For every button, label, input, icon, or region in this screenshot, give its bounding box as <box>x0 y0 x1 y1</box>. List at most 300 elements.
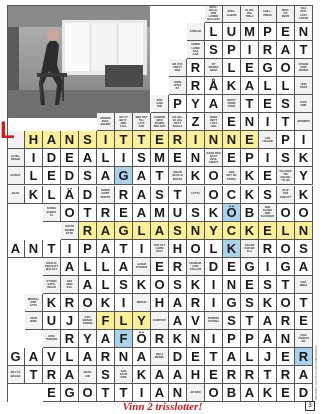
letter-cell[interactable]: N <box>295 23 313 41</box>
clue-cell: KANS DEN BÄST INTE SÄNGT <box>205 149 223 167</box>
letter-cell[interactable]: K <box>133 366 151 384</box>
letter-cell[interactable]: O <box>205 167 223 185</box>
clue-cell: SKÄ UPP- LÖST LÅDOR <box>295 5 313 23</box>
letter-cell[interactable]: L <box>25 167 43 185</box>
clue-cell: KLIP TAR ÄRDLITT <box>277 186 295 204</box>
letter-cell[interactable]: S <box>259 186 277 204</box>
letter-cell[interactable]: E <box>43 167 61 185</box>
letter-cell[interactable]: E <box>223 113 241 131</box>
letter-cell[interactable]: S <box>241 294 259 312</box>
letter-cell[interactable]: G <box>7 348 25 366</box>
letter-cell[interactable]: T <box>97 384 115 402</box>
clue-cell: KAN BRÄNA VÄRMA <box>79 312 97 330</box>
letter-cell[interactable]: E <box>277 384 295 402</box>
letter-cell[interactable]: A <box>97 240 115 258</box>
letter-cell[interactable]: S <box>259 276 277 294</box>
letter-cell[interactable]: R <box>187 77 205 95</box>
letter-cell[interactable]: S <box>169 222 187 240</box>
letter-cell[interactable]: G <box>115 222 133 240</box>
letter-cell[interactable]: D <box>43 149 61 167</box>
letter-cell[interactable]: O <box>61 204 79 222</box>
clue-cell: VÄGAR FÅR EN FLA <box>241 240 259 258</box>
letter-cell[interactable]: N <box>25 240 43 258</box>
clue-cell: HOLL- PREIS <box>259 5 277 23</box>
letter-cell[interactable]: T <box>241 312 259 330</box>
clue-cell: SKINNER <box>295 113 313 131</box>
letter-cell[interactable]: S <box>115 276 133 294</box>
letter-cell[interactable]: R <box>151 330 169 348</box>
letter-cell[interactable]: L <box>79 258 97 276</box>
letter-cell[interactable]: O <box>277 240 295 258</box>
letter-cell[interactable]: S <box>223 312 241 330</box>
letter-cell[interactable]: I <box>115 294 133 312</box>
letter-cell[interactable]: T <box>25 366 43 384</box>
letter-cell[interactable]: I <box>259 149 277 167</box>
man-on-stool-photo <box>7 5 150 118</box>
letter-cell[interactable]: A <box>133 348 151 366</box>
letter-cell[interactable]: S <box>277 149 295 167</box>
letter-cell[interactable]: D <box>295 384 313 402</box>
clue-cell: BINDE KORT SORTIT <box>97 186 115 204</box>
letter-cell[interactable]: P <box>169 95 187 113</box>
letter-cell[interactable]: E <box>205 366 223 384</box>
letter-cell[interactable]: A <box>133 186 151 204</box>
letter-cell[interactable]: I <box>205 330 223 348</box>
letter-cell[interactable]: A <box>43 131 61 149</box>
clue-cell: FORPOST <box>151 312 169 330</box>
clue-cell: ER TVÅ BÄGGE <box>7 366 25 384</box>
letter-cell[interactable]: O <box>277 204 295 222</box>
letter-cell[interactable]: E <box>223 149 241 167</box>
letter-cell[interactable]: L <box>133 222 151 240</box>
letter-cell[interactable]: L <box>241 348 259 366</box>
clue-cell: FÄRGAD <box>187 23 205 41</box>
letter-cell[interactable]: B <box>241 204 259 222</box>
letter-cell[interactable]: F <box>115 330 133 348</box>
letter-cell[interactable]: T <box>241 95 259 113</box>
letter-cell[interactable]: R <box>277 312 295 330</box>
letter-cell[interactable]: L <box>223 59 241 77</box>
letter-cell[interactable]: Y <box>205 222 223 240</box>
letter-cell[interactable]: B <box>223 384 241 402</box>
letter-cell[interactable]: L <box>97 258 115 276</box>
credit-text: KRYSSET SÄTTS AV KRYSSMAKARNA <box>314 345 318 400</box>
letter-cell[interactable]: T <box>151 167 169 185</box>
clue-cell: SAN KAUS VIDE <box>115 366 133 384</box>
clue-cell: GRÅ BERA <box>295 276 313 294</box>
letter-cell[interactable]: O <box>277 294 295 312</box>
clue-cell: MÄRKNA GAR FÅGLAR <box>187 258 205 276</box>
letter-cell[interactable]: A <box>133 204 151 222</box>
letter-cell[interactable]: S <box>133 149 151 167</box>
letter-cell[interactable]: T <box>295 294 313 312</box>
letter-cell[interactable]: A <box>169 294 187 312</box>
letter-cell[interactable]: T <box>169 186 187 204</box>
letter-cell[interactable]: E <box>151 131 169 149</box>
letter-cell[interactable]: L <box>43 186 61 204</box>
letter-cell[interactable]: P <box>241 149 259 167</box>
letter-cell[interactable]: L <box>115 312 133 330</box>
puzzle-photo <box>7 5 150 118</box>
clue-cell: ADMIR LENIN SAX GAR <box>187 41 205 59</box>
letter-cell[interactable]: Ö <box>223 204 241 222</box>
letter-cell[interactable]: I <box>205 294 223 312</box>
letter-cell[interactable]: S <box>79 167 97 185</box>
red-corner-letter-l: L <box>0 117 15 144</box>
letter-cell[interactable]: T <box>115 240 133 258</box>
clue-cell: PARDNE ATUNNA <box>205 312 223 330</box>
clue-cell: KRAN AIR <box>79 366 97 384</box>
letter-cell[interactable]: N <box>295 222 313 240</box>
letter-cell[interactable]: E <box>259 95 277 113</box>
letter-cell[interactable]: T <box>205 348 223 366</box>
letter-cell[interactable]: A <box>277 41 295 59</box>
clue-cell: GUIDAT <box>7 167 25 185</box>
letter-cell[interactable]: I <box>205 276 223 294</box>
letter-cell[interactable]: P <box>79 240 97 258</box>
letter-cell[interactable]: A <box>7 240 25 258</box>
letter-cell[interactable]: U <box>43 312 61 330</box>
letter-cell[interactable]: D <box>79 186 97 204</box>
clue-cell: TALADES VID MALMA TÖ HÖ <box>277 167 295 185</box>
letter-cell[interactable]: V <box>43 348 61 366</box>
letter-cell[interactable]: F <box>97 312 115 330</box>
letter-cell[interactable]: K <box>241 186 259 204</box>
letter-cell[interactable]: A <box>295 366 313 384</box>
clue-cell: UTHS NING <box>25 312 43 330</box>
clue-cell: FUMAR SOM ORDNA <box>295 59 313 77</box>
letter-cell[interactable]: K <box>25 186 43 204</box>
clue-cell: KRITIT ORDN VÄRD <box>223 95 241 113</box>
letter-cell[interactable]: I <box>97 131 115 149</box>
letter-cell[interactable]: E <box>43 384 61 402</box>
letter-cell[interactable]: Y <box>187 95 205 113</box>
letter-cell[interactable]: R <box>43 366 61 384</box>
letter-cell[interactable]: E <box>187 348 205 366</box>
letter-cell[interactable]: A <box>151 366 169 384</box>
letter-cell[interactable]: E <box>241 59 259 77</box>
letter-cell[interactable]: R <box>259 240 277 258</box>
letter-cell[interactable]: L <box>205 23 223 41</box>
letter-cell[interactable]: T <box>115 384 133 402</box>
letter-cell[interactable]: A <box>151 384 169 402</box>
letter-cell[interactable]: G <box>241 258 259 276</box>
clue-cell: GER DET ÄR STÖDA <box>223 167 241 185</box>
letter-cell[interactable]: N <box>169 384 187 402</box>
letter-cell[interactable]: R <box>277 366 295 384</box>
letter-cell[interactable]: A <box>61 258 79 276</box>
letter-cell[interactable]: P <box>277 131 295 149</box>
letter-cell[interactable]: O <box>79 294 97 312</box>
letter-cell[interactable]: A <box>151 222 169 240</box>
clue-cell: ANDE HITTA PÅ <box>169 77 187 95</box>
letter-cell[interactable]: Ö <box>133 330 151 348</box>
clue-cell: VAR OLT LARM KSLT <box>151 240 169 258</box>
letter-cell[interactable]: G <box>223 294 241 312</box>
letter-cell[interactable]: A <box>205 95 223 113</box>
letter-cell[interactable]: A <box>241 384 259 402</box>
letter-cell[interactable]: K <box>187 167 205 185</box>
letter-cell[interactable]: K <box>241 167 259 185</box>
letter-cell[interactable]: A <box>223 348 241 366</box>
clue-cell: AR ENO <box>187 384 205 402</box>
letter-cell[interactable]: I <box>61 240 79 258</box>
letter-cell[interactable]: N <box>115 348 133 366</box>
letter-cell[interactable]: E <box>61 149 79 167</box>
letter-cell[interactable]: I <box>133 240 151 258</box>
letter-cell[interactable]: R <box>241 366 259 384</box>
letter-cell[interactable]: E <box>241 131 259 149</box>
letter-cell[interactable]: A <box>169 366 187 384</box>
letter-cell[interactable]: D <box>169 348 187 366</box>
letter-cell[interactable]: U <box>169 204 187 222</box>
letter-cell[interactable]: P <box>223 330 241 348</box>
letter-cell[interactable]: E <box>223 258 241 276</box>
letter-cell[interactable]: L <box>97 149 115 167</box>
letter-cell[interactable]: S <box>97 366 115 384</box>
letter-cell[interactable]: G <box>115 167 133 185</box>
letter-cell[interactable]: E <box>169 149 187 167</box>
letter-cell[interactable]: R <box>61 330 79 348</box>
letter-cell[interactable]: I <box>187 131 205 149</box>
letter-cell[interactable]: A <box>97 167 115 185</box>
letter-cell[interactable]: K <box>241 222 259 240</box>
clue-cell: ALTEL- SRAER <box>7 149 25 167</box>
letter-cell[interactable]: R <box>115 186 133 204</box>
letter-cell[interactable]: S <box>295 240 313 258</box>
letter-cell[interactable]: K <box>295 149 313 167</box>
letter-cell[interactable]: A <box>169 312 187 330</box>
letter-cell[interactable]: N <box>61 131 79 149</box>
letter-cell[interactable]: Y <box>79 330 97 348</box>
clue-cell: SPEL- ALBUM <box>223 5 241 23</box>
letter-cell[interactable]: L <box>61 348 79 366</box>
letter-cell[interactable]: O <box>295 204 313 222</box>
letter-cell[interactable]: I <box>133 384 151 402</box>
letter-cell[interactable]: Ä <box>61 186 79 204</box>
letter-cell[interactable]: O <box>205 384 223 402</box>
letter-cell[interactable]: D <box>61 167 79 185</box>
letter-cell[interactable]: E <box>295 312 313 330</box>
clue-cell: INGAR SKULLE MÄKTA <box>169 167 187 185</box>
letter-cell[interactable]: K <box>97 294 115 312</box>
letter-cell[interactable]: K <box>223 240 241 258</box>
letter-cell[interactable]: K <box>169 330 187 348</box>
letter-cell[interactable]: I <box>25 149 43 167</box>
letter-cell[interactable]: N <box>187 222 205 240</box>
letter-cell[interactable]: R <box>295 348 313 366</box>
letter-cell[interactable]: E <box>151 258 169 276</box>
letter-cell[interactable]: H <box>187 366 205 384</box>
letter-cell[interactable]: A <box>25 348 43 366</box>
clue-cell: HISK TOREMA <box>43 330 61 348</box>
clue-cell: SÖD GAM TER <box>151 95 169 113</box>
clue-cell: STUDIO SATN- INGAR <box>43 276 61 294</box>
clue-cell: SES MED KOL <box>61 276 79 294</box>
clue-cell: KAN VÄNDAS EB <box>295 330 313 348</box>
letter-cell[interactable]: K <box>133 276 151 294</box>
letter-cell[interactable]: S <box>187 204 205 222</box>
clue-cell: AR HAL- VA HÅL RÅTT SOLGA <box>169 113 187 131</box>
letter-cell[interactable]: G <box>259 59 277 77</box>
letter-cell[interactable]: A <box>295 258 313 276</box>
clue-cell: MEDUR <box>133 294 151 312</box>
letter-cell[interactable]: D <box>205 258 223 276</box>
letter-cell[interactable]: I <box>241 41 259 59</box>
letter-cell[interactable]: L <box>205 240 223 258</box>
letter-cell[interactable]: E <box>277 348 295 366</box>
letter-cell[interactable]: L <box>277 222 295 240</box>
letter-cell[interactable]: R <box>97 348 115 366</box>
clue-cell: BASA <box>7 186 25 204</box>
clue-cell: HUN TRAS <box>295 77 313 95</box>
letter-cell[interactable]: R <box>169 131 187 149</box>
clue-cell: VIT MARKE ARNA <box>205 59 223 77</box>
clue-cell: SPET- DÅ BETR <box>277 5 295 23</box>
letter-cell[interactable]: K <box>259 384 277 402</box>
letter-cell[interactable]: H <box>25 131 43 149</box>
letter-cell[interactable]: C <box>223 186 241 204</box>
letter-cell[interactable]: I <box>295 131 313 149</box>
letter-cell[interactable]: S <box>79 131 97 149</box>
letter-cell[interactable]: M <box>241 23 259 41</box>
letter-cell[interactable]: O <box>277 59 295 77</box>
letter-cell[interactable]: E <box>259 167 277 185</box>
letter-cell[interactable]: E <box>277 23 295 41</box>
letter-cell[interactable]: A <box>133 167 151 185</box>
letter-cell[interactable]: G <box>277 258 295 276</box>
letter-cell[interactable]: N <box>187 149 205 167</box>
letter-cell[interactable]: K <box>187 276 205 294</box>
letter-cell[interactable]: T <box>133 131 151 149</box>
letter-cell[interactable]: R <box>169 258 187 276</box>
clue-cell: SKILJ MEDEL <box>151 348 169 366</box>
clue-cell: SPEL- BILLE- TER LÄMNA BALLAST <box>205 5 223 23</box>
clue-cell: BER DET TILL LÄTT- FÅR <box>133 113 151 131</box>
letter-cell[interactable]: V <box>187 312 205 330</box>
letter-cell[interactable]: N <box>223 276 241 294</box>
letter-cell[interactable]: J <box>61 312 79 330</box>
letter-cell[interactable]: A <box>79 348 97 366</box>
letter-cell[interactable]: I <box>259 258 277 276</box>
letter-cell[interactable]: T <box>259 366 277 384</box>
letter-cell[interactable]: A <box>79 149 97 167</box>
letter-cell[interactable]: T <box>277 113 295 131</box>
letter-cell[interactable]: N <box>277 330 295 348</box>
letter-cell[interactable]: R <box>223 366 241 384</box>
letter-cell[interactable]: T <box>295 41 313 59</box>
page-number: 3 <box>305 401 315 411</box>
letter-cell[interactable]: A <box>259 330 277 348</box>
prize-text: Vinn 2 trisslotter! <box>122 401 203 413</box>
letter-cell[interactable]: K <box>295 186 313 204</box>
letter-cell[interactable]: L <box>259 77 277 95</box>
clue-cell: AVGJÖ RANDE BYTE <box>61 222 79 240</box>
letter-cell[interactable]: Y <box>133 312 151 330</box>
letter-cell[interactable]: R <box>259 41 277 59</box>
clue-cell: MODELL FINT ÅTTA <box>25 294 43 312</box>
letter-cell[interactable]: T <box>43 240 61 258</box>
letter-cell[interactable]: R <box>187 294 205 312</box>
letter-cell[interactable]: R <box>97 204 115 222</box>
clue-cell: FLEX ORD <box>295 95 313 113</box>
clue-cell: MÖRDN INGS- GRUND <box>97 113 115 131</box>
letter-cell[interactable]: N <box>205 131 223 149</box>
letter-cell[interactable]: I <box>259 113 277 131</box>
letter-cell[interactable]: A <box>97 222 115 240</box>
letter-cell[interactable]: S <box>169 276 187 294</box>
letter-cell[interactable]: H <box>151 294 169 312</box>
letter-cell[interactable]: R <box>79 222 97 240</box>
letter-cell[interactable]: K <box>205 204 223 222</box>
clue-cell: ANEO RETT LÄST HAR <box>205 113 223 131</box>
letter-cell[interactable]: I <box>115 149 133 167</box>
letter-cell[interactable]: Y <box>295 167 313 185</box>
letter-cell[interactable]: P <box>259 23 277 41</box>
letter-cell[interactable]: O <box>151 276 169 294</box>
letter-cell[interactable]: S <box>277 95 295 113</box>
clue-cell: GLOR- RIG TREA <box>241 5 259 23</box>
clue-cell: LAN LIGGAR <box>259 131 277 149</box>
letter-cell[interactable]: A <box>241 77 259 95</box>
letter-cell[interactable]: N <box>223 131 241 149</box>
letter-cell[interactable]: N <box>241 113 259 131</box>
letter-cell[interactable]: A <box>61 366 79 384</box>
letter-cell[interactable]: K <box>43 294 61 312</box>
letter-cell[interactable]: C <box>223 222 241 240</box>
letter-cell[interactable]: H <box>169 240 187 258</box>
letter-cell[interactable]: R <box>61 294 79 312</box>
clue-cell: ALSER FÖCKEN <box>133 258 151 276</box>
letter-cell[interactable]: P <box>223 41 241 59</box>
letter-cell[interactable]: K <box>223 77 241 95</box>
letter-cell[interactable]: Z <box>187 113 205 131</box>
letter-cell[interactable]: U <box>223 23 241 41</box>
letter-cell[interactable]: M <box>151 149 169 167</box>
letter-cell[interactable]: S <box>205 41 223 59</box>
letter-cell[interactable]: T <box>79 204 97 222</box>
letter-cell[interactable]: O <box>79 384 97 402</box>
letter-cell[interactable]: N <box>187 330 205 348</box>
letter-cell[interactable]: G <box>61 384 79 402</box>
letter-cell[interactable]: A <box>79 276 97 294</box>
letter-cell[interactable]: L <box>97 276 115 294</box>
clue-cell: FÅTTA <box>187 186 205 204</box>
clue-cell: ER ÖTA SRETT SMÅ <box>169 59 187 77</box>
letter-cell[interactable]: T <box>115 131 133 149</box>
letter-cell[interactable]: Å <box>205 77 223 95</box>
letter-cell[interactable]: S <box>151 186 169 204</box>
letter-cell[interactable]: P <box>241 330 259 348</box>
letter-cell[interactable]: T <box>277 276 295 294</box>
letter-cell[interactable]: E <box>259 222 277 240</box>
clue-cell: ALBRÖD MÖR DANDE MOLANT <box>151 113 169 131</box>
clue-cell: SKYLT BETY- DER FÄLL <box>115 113 133 131</box>
letter-cell[interactable]: K <box>259 294 277 312</box>
letter-cell[interactable]: O <box>205 186 223 204</box>
letter-cell[interactable]: E <box>115 204 133 222</box>
letter-cell[interactable]: J <box>259 348 277 366</box>
letter-cell[interactable]: L <box>277 77 295 95</box>
letter-cell[interactable]: M <box>151 204 169 222</box>
letter-cell[interactable]: A <box>115 258 133 276</box>
letter-cell[interactable]: O <box>187 240 205 258</box>
letter-cell[interactable]: A <box>259 312 277 330</box>
clue-cell: SEN SLÄNG AND KLOCKER <box>259 204 277 222</box>
letter-cell[interactable]: A <box>97 330 115 348</box>
letter-cell[interactable]: R <box>187 59 205 77</box>
letter-cell[interactable]: E <box>241 276 259 294</box>
